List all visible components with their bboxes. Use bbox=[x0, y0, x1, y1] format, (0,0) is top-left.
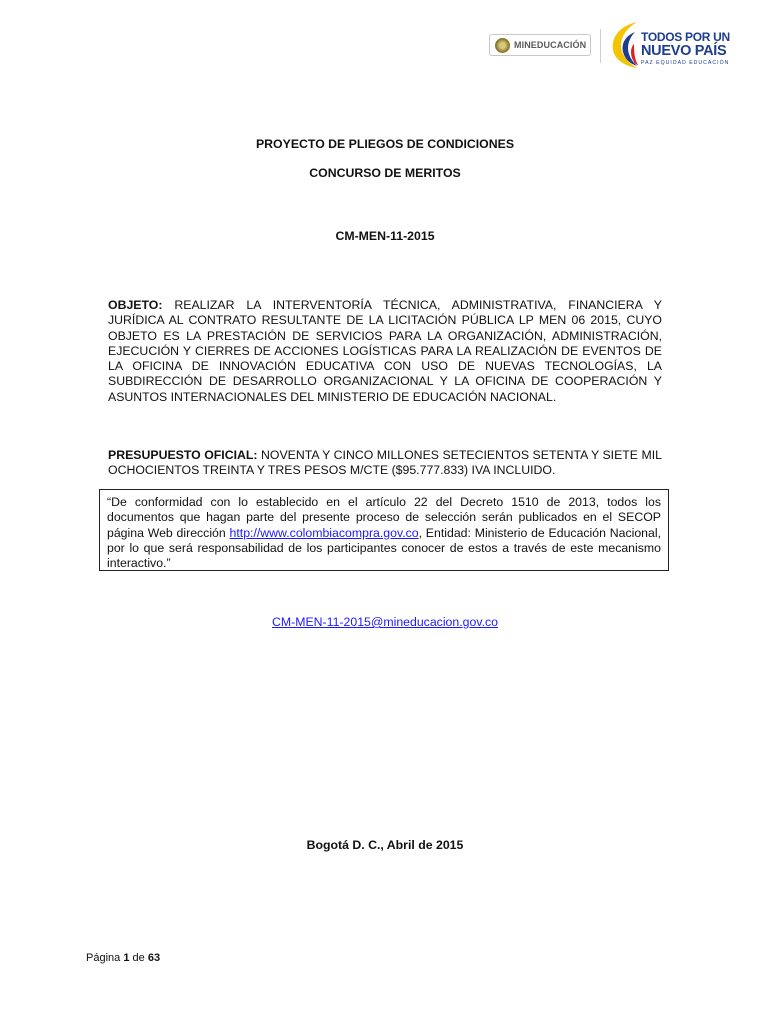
document-title: PROYECTO DE PLIEGOS DE CONDICIONES bbox=[255, 137, 515, 151]
footer-of-word: de bbox=[132, 952, 145, 964]
notice-text-before-link: “De conformidad con lo establecido en el artículo 22 del Decreto 1510 de 2013, todos los documentos que hagan parte del presente proceso de selección serán publicados en el SECOP página Web dirección bbox=[107, 495, 661, 540]
flag-swoosh-icon bbox=[607, 20, 641, 70]
current-page-number: 1 bbox=[123, 952, 130, 964]
objeto-paragraph bbox=[108, 298, 662, 405]
process-code: CM-MEN-11-2015 bbox=[335, 229, 435, 243]
notice-text-after-link: , Entidad: Ministerio de Educación Nacional, por lo que será responsabilidad de los participantes conocer de estos a través de este mecanismo interactivo.” bbox=[107, 525, 661, 571]
presupuesto-text: NOVENTA Y CINCO MILLONES SETECIENTOS SETENTA Y SIETE MIL OCHOCIENTOS TREINTA Y TRES PESOS M/CTE ($95.777.833) IVA INCLUIDO. bbox=[108, 448, 662, 478]
presupuesto-label: PRESUPUESTO OFICIAL: bbox=[108, 448, 258, 462]
mineducacion-logo bbox=[489, 34, 591, 56]
colombiacompra-link[interactable]: http://www.colombiacompra.gov.co bbox=[229, 525, 419, 540]
campaign-logo-line2: NUEVO PAÍS bbox=[641, 43, 727, 59]
secop-notice-box bbox=[99, 489, 669, 571]
objeto-text: REALIZAR LA INTERVENTORÍA TÉCNICA, ADMINISTRATIVA, FINANCIERA Y JURÍDICA AL CONTRATO RESULTANTE DE LA LICITACIÓN PÚBLICA LP MEN 06 2015, CUYO OBJETO ES LA PRESTACIÓN DE SERVICIOS PARA LA ORGANIZACIÓN, ADMINISTRACIÓN, EJECUCIÓN Y CIERRES DE ACCIONES LOGÍSTICAS PARA LA REALIZACIÓN DE EVENTOS DE LA OFICINA DE INNOVACIÓN EDUCATIVA CON USO DE NUEVAS TECNOLOGÍAS, LA SUBDIRECCIÓN DE DESARROLLO ORGANIZACIONAL Y LA OFICINA DE COOPERACIÓN Y ASUNTOS INTERNACIONALES DEL MINISTERIO DE EDUCACIÓN NACIONAL. bbox=[108, 298, 662, 404]
document-subtitle: CONCURSO DE MERITOS bbox=[309, 166, 461, 180]
logo-divider bbox=[600, 29, 601, 63]
mineducacion-logo-text: MINEDUCACIÓN bbox=[514, 40, 587, 50]
presupuesto-paragraph bbox=[108, 448, 662, 479]
contact-email-link[interactable]: CM-MEN-11-2015@mineducacion.gov.co bbox=[272, 615, 498, 629]
objeto-label: OBJETO: bbox=[108, 298, 163, 312]
total-pages: 63 bbox=[147, 952, 161, 964]
footer-page-word: Página bbox=[86, 952, 121, 964]
email-line bbox=[0, 615, 770, 629]
campaign-logo-line1: TODOS POR UN bbox=[641, 30, 730, 44]
coat-of-arms-icon bbox=[495, 38, 510, 53]
place-date: Bogotá D. C., Abril de 2015 bbox=[306, 838, 464, 852]
campaign-logo-line3: PAZ EQUIDAD EDUCACIÓN bbox=[641, 60, 730, 66]
page-footer bbox=[86, 952, 160, 964]
